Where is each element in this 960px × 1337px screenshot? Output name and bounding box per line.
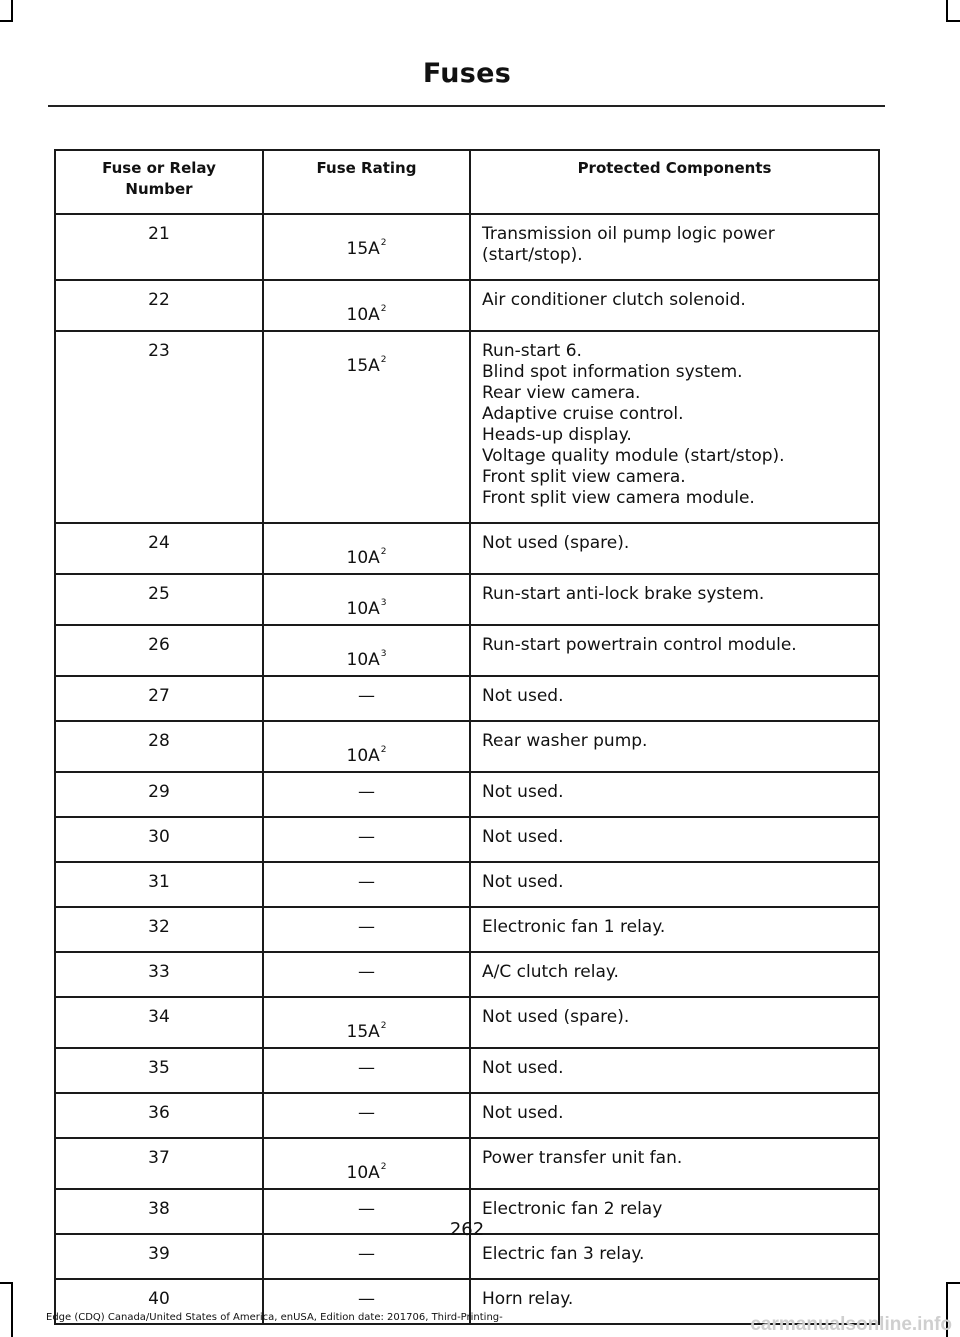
footnote-marker: 3 [380,598,387,608]
fuse-rating-cell [263,997,470,1048]
component-line: Horn relay. [482,1289,574,1309]
table-row [55,574,879,625]
component-line: Not used. [482,827,564,847]
table-row [55,952,879,997]
title-divider [48,105,885,107]
component-line: Air conditioner clutch solenoid. [482,290,746,310]
fuse-rating-cell [263,1093,470,1138]
table-row [55,625,879,676]
fuse-number-cell: 33 [55,952,263,997]
fuse-rating-cell [263,574,470,625]
component-line: Front split view camera module. [482,488,755,508]
fuse-number-cell: 30 [55,817,263,862]
fuse-number-cell: 28 [55,721,263,772]
component-line: Not used. [482,872,564,892]
protected-components-cell [470,772,879,817]
fuse-rating-text: — [358,1103,375,1123]
table-row [55,523,879,574]
fuse-number-cell: 31 [55,862,263,907]
fuse-rating-cell [263,1138,470,1189]
footnote-marker: 2 [380,355,387,365]
crop-mark [0,1282,13,1284]
fuse-rating-value [358,962,375,982]
protected-components-cell [470,952,879,997]
fuse-rating-value [358,686,375,706]
component-line: Rear view camera. [482,383,641,403]
fuse-number-cell: 40 [55,1279,263,1324]
footnote-marker: 3 [380,649,387,659]
fuse-rating-value [347,305,387,325]
component-line: Run-start anti-lock brake system. [482,584,765,604]
component-line: A/C clutch relay. [482,962,619,982]
protected-components-cell [470,1093,879,1138]
crop-mark [946,1282,960,1284]
component-line: Run-start 6. [482,341,582,361]
fuse-rating-cell [263,1048,470,1093]
protected-components-cell [470,214,879,280]
fuse-number-cell: 23 [55,331,263,523]
fuse-rating-text: — [358,1289,375,1309]
fuse-number-cell: 38 [55,1189,263,1234]
fuse-rating-text: 15A [346,356,380,376]
fuse-rating-value [358,1103,375,1123]
table-row [55,862,879,907]
fuse-rating-cell [263,817,470,862]
fuse-rating-value [347,1022,387,1042]
component-line: Not used (spare). [482,533,630,553]
fuse-number-cell: 22 [55,280,263,331]
fuse-rating-cell [263,952,470,997]
component-line: Not used (spare). [482,1007,630,1027]
fuse-rating-value [358,1199,375,1219]
component-line: Electric fan 3 relay. [482,1244,645,1264]
protected-components-cell [470,1048,879,1093]
component-line: Rear washer pump. [482,731,648,751]
component-line: Voltage quality module (start/stop). [482,446,785,466]
fuse-number-cell: 37 [55,1138,263,1189]
fuse-rating-value [358,872,375,892]
table-row [55,1048,879,1093]
crop-mark [946,0,948,22]
fuse-number-cell: 25 [55,574,263,625]
fuse-rating-cell [263,1234,470,1279]
table-row [55,907,879,952]
fuse-number-cell: 26 [55,625,263,676]
component-line: Transmission oil pump logic power (start/stop). [482,224,775,265]
footnote-marker: 2 [380,238,387,248]
fuse-rating-value [358,782,375,802]
fuse-rating-value [358,1244,375,1264]
component-line: Not used. [482,782,564,802]
crop-mark [0,20,13,22]
fuse-rating-value [358,917,375,937]
column-header-components: Protected Components [470,150,879,214]
fuse-rating-text: 10A [346,1163,380,1183]
table-row [55,1234,879,1279]
component-line: Front split view camera. [482,467,686,487]
table-body [55,214,879,1324]
fuse-rating-cell [263,907,470,952]
fuse-rating-text: — [358,782,375,802]
fuse-number-cell: 34 [55,997,263,1048]
table-row [55,817,879,862]
protected-components-cell [470,280,879,331]
protected-components-cell [470,721,879,772]
fuse-rating-text: 10A [346,305,380,325]
fuse-rating-value [347,239,387,259]
fuse-rating-text: — [358,1058,375,1078]
fuse-rating-value [347,599,387,619]
component-line: Heads-up display. [482,425,632,445]
fuse-number-cell: 21 [55,214,263,280]
component-line: Adaptive cruise control. [482,404,684,424]
protected-components-cell [470,907,879,952]
crop-mark [11,0,13,22]
component-line: Run-start powertrain control module. [482,635,797,655]
fuse-number-cell: 36 [55,1093,263,1138]
protected-components-cell [470,817,879,862]
protected-components-cell [470,1234,879,1279]
fuse-number-cell: 24 [55,523,263,574]
table-header-row [55,150,879,214]
table-row [55,331,879,523]
fuse-rating-value [347,356,387,376]
fuse-rating-text: — [358,1244,375,1264]
footnote-marker: 2 [380,1021,387,1031]
fuse-rating-text: — [358,1199,375,1219]
fuse-rating-value [347,746,387,766]
fuse-rating-value [347,1163,387,1183]
crop-mark [11,1282,13,1337]
table-row [55,997,879,1048]
protected-components-cell [470,862,879,907]
table-row [55,772,879,817]
fuse-rating-cell [263,523,470,574]
fuse-number-cell: 32 [55,907,263,952]
fuse-rating-text: — [358,872,375,892]
component-line: Not used. [482,686,564,706]
crop-mark [946,20,960,22]
fuse-rating-text: 10A [346,599,380,619]
footnote-marker: 2 [380,745,387,755]
component-line: Blind spot information system. [482,362,743,382]
watermark: carmanualsonline.info [750,1314,952,1335]
fuse-rating-cell [263,214,470,280]
page-title: Fuses [422,58,512,89]
fuse-rating-cell [263,862,470,907]
fuse-rating-value [358,827,375,847]
table-row [55,1138,879,1189]
table-row [55,1093,879,1138]
component-line: Not used. [482,1103,564,1123]
component-line: Electronic fan 2 relay [482,1199,663,1219]
protected-components-cell [470,676,879,721]
fuse-rating-cell [263,676,470,721]
protected-components-cell [470,523,879,574]
protected-components-cell [470,625,879,676]
fuse-rating-text: 10A [346,746,380,766]
fuse-rating-text: — [358,962,375,982]
fuse-number-cell: 27 [55,676,263,721]
column-header-number: Fuse or Relay Number [55,150,263,214]
table-row [55,214,879,280]
fuse-table [54,149,880,1325]
fuse-rating-text: — [358,917,375,937]
fuse-rating-text: — [358,827,375,847]
fuse-rating-cell [263,625,470,676]
fuse-rating-text: 10A [346,548,380,568]
footnote-marker: 2 [380,1162,387,1172]
table-row [55,280,879,331]
footnote-marker: 2 [380,547,387,557]
component-line: Electronic fan 1 relay. [482,917,666,937]
component-line: Not used. [482,1058,564,1078]
page-number: 262 [449,1219,485,1240]
protected-components-cell [470,331,879,523]
fuse-number-cell: 39 [55,1234,263,1279]
fuse-rating-text: 15A [346,239,380,259]
table-row [55,721,879,772]
fuse-rating-value [347,650,387,670]
fuse-number-cell: 35 [55,1048,263,1093]
component-line: Power transfer unit fan. [482,1148,683,1168]
fuse-rating-cell [263,331,470,523]
fuse-rating-cell [263,280,470,331]
protected-components-cell [470,997,879,1048]
fuse-number-cell: 29 [55,772,263,817]
fuse-rating-cell [263,721,470,772]
footnote-marker: 2 [380,304,387,314]
protected-components-cell [470,1138,879,1189]
column-header-rating: Fuse Rating [263,150,470,214]
protected-components-cell [470,574,879,625]
fuse-rating-cell [263,772,470,817]
fuse-rating-value [358,1289,375,1309]
fuse-rating-value [347,548,387,568]
footer-text: Edge (CDQ) Canada/United States of America, enUSA, Edition date: 201706, Third-Printing- [46,1312,503,1323]
fuse-rating-text: 15A [346,1022,380,1042]
fuse-rating-text: — [358,686,375,706]
fuse-rating-text: 10A [346,650,380,670]
fuse-rating-value [358,1058,375,1078]
table-row [55,676,879,721]
